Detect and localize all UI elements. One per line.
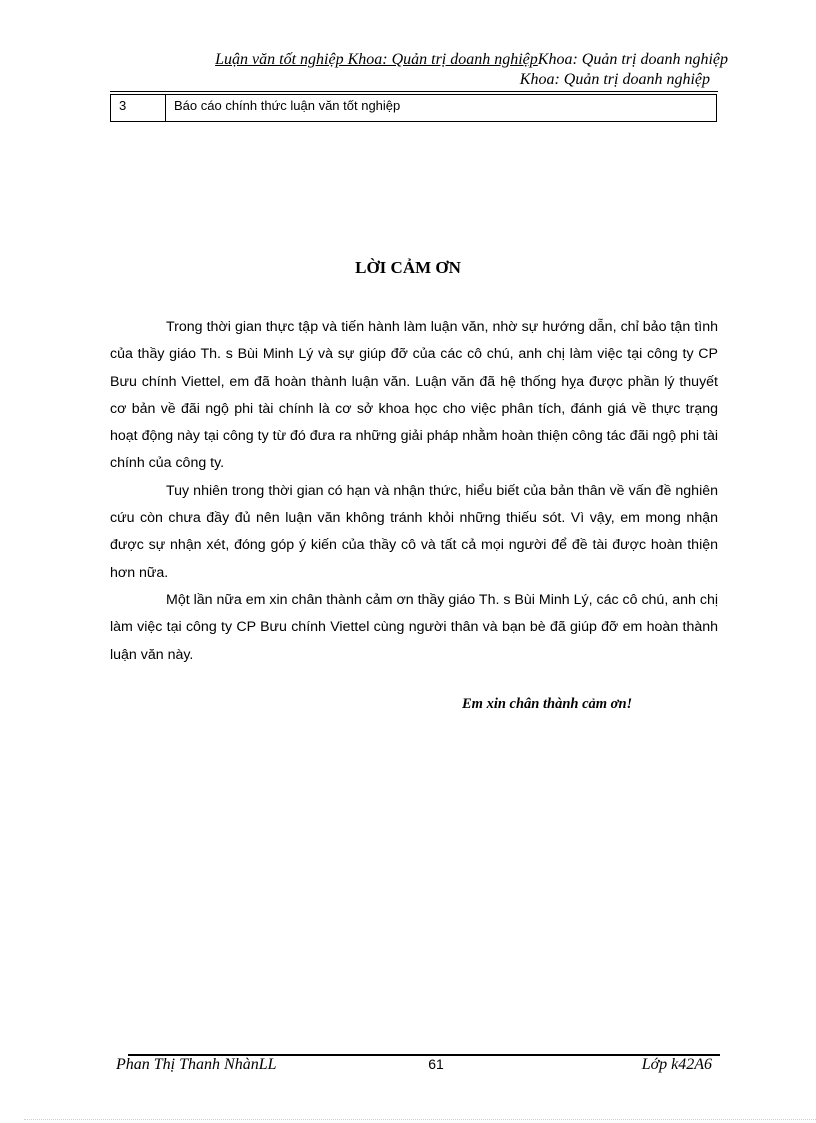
header-title-underlined: Luận văn tốt nghiệp Khoa: Quản trị doanh nghiệp bbox=[215, 51, 538, 68]
footer-author: Phan Thị Thanh NhànLL bbox=[116, 1056, 277, 1073]
header-title-repeat: Khoa: Quản trị doanh nghiệp bbox=[537, 51, 728, 68]
table-cell-content: Báo cáo chính thức luận văn tốt nghiệp bbox=[174, 98, 401, 113]
paragraph-2: Tuy nhiên trong thời gian có hạn và nhận thức, hiểu biết của bản thân về vấn đề nghiên cứu còn chưa đầy đủ nên luận văn không tránh khỏi những thiếu sót. Vì vậy, em mong nhận được sự nhận xét, đóng góp ý kiến của thầy cô và tất cả mọi người để đề tài được hoàn thiện hơn nữa. bbox=[110, 482, 718, 581]
body-text bbox=[110, 314, 718, 669]
info-table-row bbox=[110, 94, 717, 122]
paragraph-1: Trong thời gian thực tập và tiến hành làm luận văn, nhờ sự hướng dẫn, chỉ bảo tận tình của thầy giáo Th. s Bùi Minh Lý và sự giúp đỡ của các cô chú, anh chị làm việc tại công ty CP Bưu chính Viettel, em đã hoàn thành luận văn. Luận văn đã hệ thống hỵa được phần lý thuyết cơ bản về đãi ngộ phi tài chính là cơ sở khoa học cho việc phân tích, đánh giá về thực trạng hoạt động này tại công ty từ đó đưa ra những giải pháp nhằm hoàn thiện công tác đãi ngộ phi tài chính của công ty. bbox=[110, 319, 718, 472]
footer-page-number: 61 bbox=[428, 1056, 444, 1072]
page-header bbox=[110, 50, 728, 90]
page-title: LỜI CẢM ƠN bbox=[355, 258, 461, 277]
paragraph-3: Một lần nữa em xin chân thành cảm ơn thầy giáo Th. s Bùi Minh Lý, các cô chú, anh chị làm việc tại công ty CP Bưu chính Viettel cùng người thân và bạn bè đã giúp đỡ em hoàn thành luận văn này. bbox=[110, 591, 718, 663]
table-cell-number: 3 bbox=[111, 95, 166, 121]
footer-class: Lớp k42A6 bbox=[641, 1056, 712, 1073]
header-line-2: Khoa: Quản trị doanh nghiệp bbox=[519, 71, 710, 88]
page-bottom-divider bbox=[24, 1119, 816, 1120]
signoff: Em xin chân thành cảm ơn! bbox=[462, 696, 633, 712]
header-line-1 bbox=[110, 50, 728, 70]
page-footer bbox=[116, 1056, 712, 1078]
header-rule bbox=[110, 91, 718, 92]
